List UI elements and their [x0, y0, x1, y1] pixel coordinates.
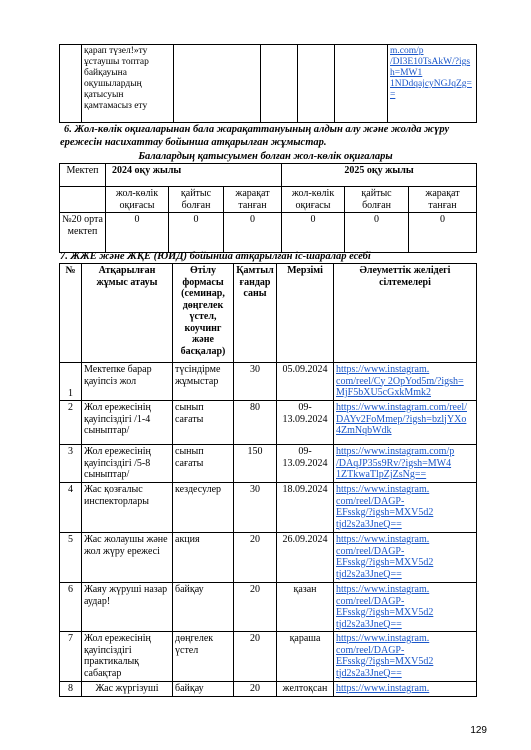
row-num: 2	[60, 401, 82, 445]
sub-header-injured-2025: жарақат танған	[409, 187, 477, 213]
header-form: Өтілу формасы (семинар, дөңгелек үстел, коучинг және басқалар)	[173, 264, 234, 363]
row-count: 20	[234, 533, 277, 583]
sub-header-died-2025: қайтыс болған	[345, 187, 409, 213]
row-date: 09- 13.09.2024	[277, 401, 334, 445]
header-num: №	[60, 264, 82, 363]
top-row-name: қарап түзел!»ту ұстаушы топтар байқауына оқушылардың қатысуын қамтамасыз ету	[82, 45, 174, 123]
table-row	[60, 445, 477, 483]
empty-cell	[261, 45, 298, 123]
row-form: сынып сағаты	[173, 445, 234, 483]
row-form: байқау	[173, 583, 234, 632]
row-link[interactable]: https://www.instagram.com/reel/ DAYv2FoMmep/?igsh=bzljYXo 4ZmNqbWdk	[334, 401, 477, 445]
sub-header-accident-2024: жол-көлік оқиғасы	[106, 187, 169, 213]
value-cell: 0	[282, 213, 345, 253]
header-name: Атқарылған жұмыс атауы	[82, 264, 173, 363]
row-link[interactable]: https://www.instagram.	[334, 682, 477, 697]
table-row	[60, 401, 477, 445]
row-name: Мектепке барар қауіпсіз жол	[82, 363, 173, 401]
row-num: 5	[60, 533, 82, 583]
header-count: Қамтыл ғандар саны	[234, 264, 277, 363]
empty-cell	[335, 45, 388, 123]
section-7-heading: 7. ЖЖЕ және ЖҚЕ (ЮИД) бойынша атқарылған іс-шаралар есебі	[60, 251, 371, 262]
row-num: 3	[60, 445, 82, 483]
header-date: Мерзімі	[277, 264, 334, 363]
table-row	[60, 583, 477, 632]
row-num: 7	[60, 632, 82, 682]
year-2025: 2025 оқу жылы	[282, 164, 477, 187]
value-cell: 0	[345, 213, 409, 253]
value-cell: 0	[169, 213, 224, 253]
row-date: желтоқсан	[277, 682, 334, 697]
row-date: 05.09.2024	[277, 363, 334, 401]
row-form: түсіндірме жұмыстар	[173, 363, 234, 401]
row-name: Жас жүргізуші	[82, 682, 173, 697]
row-num: 8	[60, 682, 82, 697]
row-name: Жол ережесінің қауіпсіздігі /1-4 сыныптар/	[82, 401, 173, 445]
empty-cell	[298, 45, 335, 123]
row-form: байқау	[173, 682, 234, 697]
row-count: 20	[234, 632, 277, 682]
row-count: 20	[234, 583, 277, 632]
section-6-table-title: Балалардың қатысуымен болған жол-көлік оқиғалары	[138, 151, 393, 162]
header-link: Әлеуметтік желідегі сілтемелері	[334, 264, 477, 363]
year-2024: 2024 оқу жылы	[106, 164, 282, 187]
row-date: 18.09.2024	[277, 483, 334, 533]
value-cell: 0	[106, 213, 169, 253]
row-date: 09- 13.09.2024	[277, 445, 334, 483]
row-form: дөңгелек үстел	[173, 632, 234, 682]
row-count: 30	[234, 363, 277, 401]
row-count: 150	[234, 445, 277, 483]
row-link[interactable]: https://www.instagram. com/reel/Cy 2OpYod5m/?igsh= MjF5bXU5cGxkMmk2	[334, 363, 477, 401]
table-row	[60, 483, 477, 533]
sub-header-injured-2024: жарақат танған	[224, 187, 282, 213]
row-count: 80	[234, 401, 277, 445]
school-name: №20 орта мектеп	[60, 213, 106, 253]
top-row-link[interactable]: m.com/p /DI3E10TsAkW/?igs h=MW1 1NDdqajcyNGJqZg= =	[388, 45, 477, 123]
row-name: Жол ережесінің қауіпсіздігі /5-8 сыныптар/	[82, 445, 173, 483]
empty-cell	[60, 45, 82, 123]
col-school: Мектеп	[60, 164, 106, 187]
value-cell: 0	[224, 213, 282, 253]
row-link[interactable]: https://www.instagram. com/reel/DAGP- EFsskg/?igsh=MXV5d2 tjd2s2a3JneQ==	[334, 483, 477, 533]
page-number: 129	[470, 725, 487, 736]
row-name: Жас қозғалыс инспекторлары	[82, 483, 173, 533]
row-num: 1	[60, 363, 82, 401]
sub-header-accident-2025: жол-көлік оқиғасы	[282, 187, 345, 213]
row-link[interactable]: https://www.instagram. com/reel/DAGP- EFsskg/?igsh=MXV5d2 tjd2s2a3JneQ==	[334, 583, 477, 632]
accidents-table	[59, 163, 477, 253]
sub-header-died-2024: қайтыс болған	[169, 187, 224, 213]
table-row	[60, 363, 477, 401]
row-count: 30	[234, 483, 277, 533]
row-count: 20	[234, 682, 277, 697]
table-row	[60, 682, 477, 697]
row-form: кездесулер	[173, 483, 234, 533]
row-num: 4	[60, 483, 82, 533]
row-date: 26.09.2024	[277, 533, 334, 583]
row-num: 6	[60, 583, 82, 632]
row-name: Жаяу жүруші назар аудар!	[82, 583, 173, 632]
row-date: қазан	[277, 583, 334, 632]
row-name: Жол ережесінің қауіпсіздігі практикалық сабақтар	[82, 632, 173, 682]
row-link[interactable]: https://www.instagram. com/reel/DAGP- EFsskg/?igsh=MXV5d2 tjd2s2a3JneQ==	[334, 533, 477, 583]
empty-cell	[174, 45, 261, 123]
row-form: акция	[173, 533, 234, 583]
value-cell: 0	[409, 213, 477, 253]
top-continuation-table	[59, 44, 477, 123]
activities-table	[59, 263, 477, 697]
row-form: сынып сағаты	[173, 401, 234, 445]
row-link[interactable]: https://www.instagram.com/p /DAqJP35s9Rv/?igsh=MW4 1ZTkwaTlpZjZsNg==	[334, 445, 477, 483]
table-row	[60, 533, 477, 583]
section-6-heading: 6. Жол-көлік оқиғаларынан бала жарақаттануының алдын алу және жолда жүру ережесін насихаттау бойынша атқарылған жұмыстар.	[60, 124, 450, 148]
empty-cell	[60, 187, 106, 213]
row-link[interactable]: https://www.instagram. com/reel/DAGP- EFsskg/?igsh=MXV5d2 tjd2s2a3JneQ==	[334, 632, 477, 682]
row-name: Жас жолаушы және жол жүру ережесі	[82, 533, 173, 583]
row-date: қараша	[277, 632, 334, 682]
table-row	[60, 632, 477, 682]
